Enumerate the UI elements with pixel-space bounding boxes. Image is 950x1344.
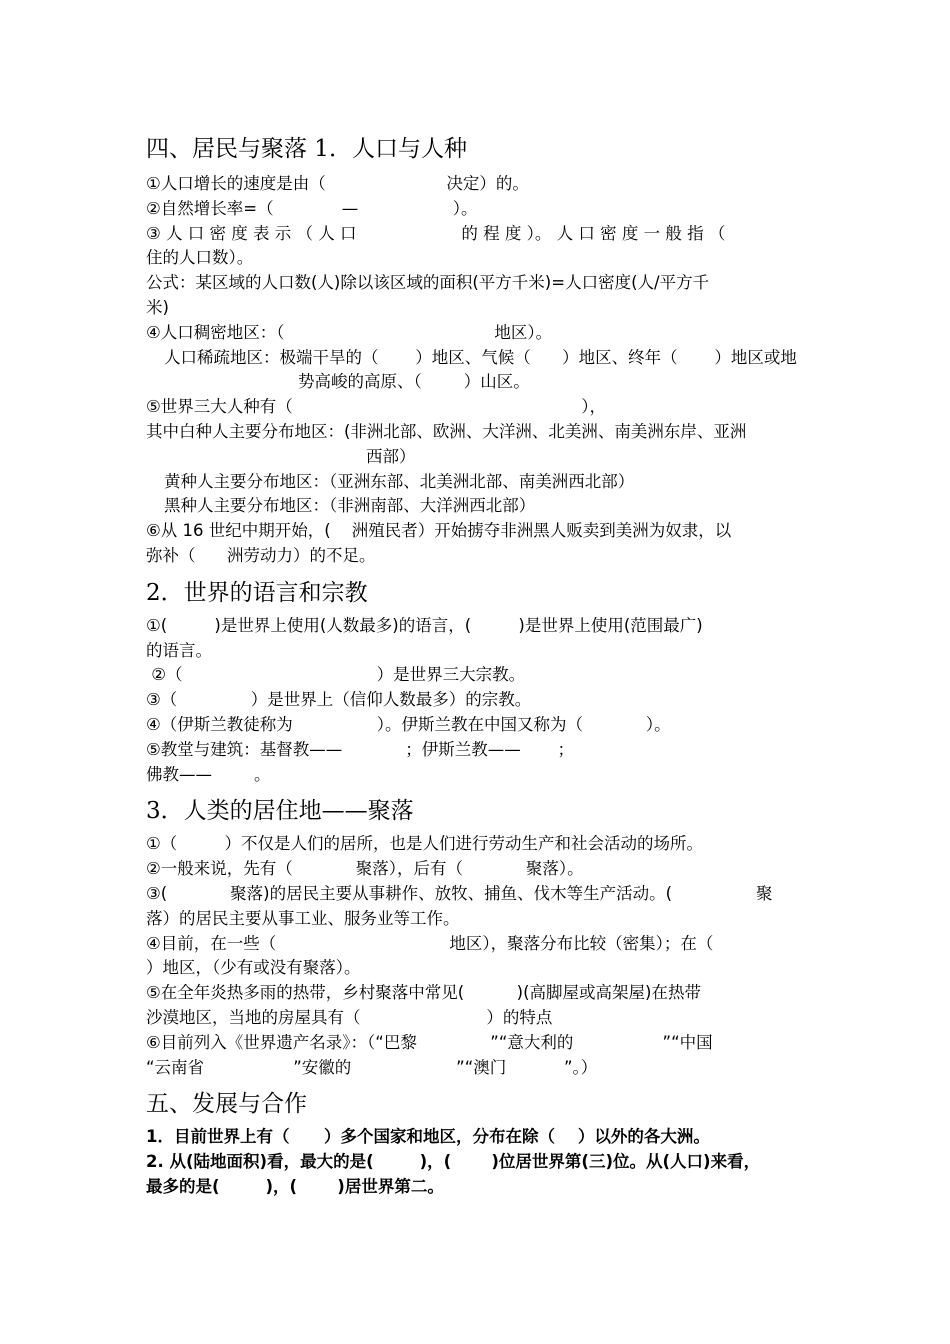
text-line: 西部） — [366, 446, 416, 466]
text-line: ②（ ）是世界三大宗教。 — [146, 665, 526, 685]
section-title: 3．人类的居住地——聚落 — [146, 798, 414, 825]
text-line: ④（伊斯兰教徒称为 ）。伊斯兰教在中国又称为（ ）。 — [146, 714, 671, 734]
text-line: ③( 聚落)的居民主要从事耕作、放牧、捕鱼、伐木等生产活动。( 聚 — [146, 883, 773, 903]
text-line: 其中白种人主要分布地区：(非洲北部、欧洲、大洋洲、北美洲、南美洲东岸、亚洲 — [146, 421, 747, 441]
text-line: 势高峻的高原、（ ）山区。 — [298, 372, 530, 392]
text-line: “云南省 ”安徽的 ”“澳门 ”。） — [146, 1057, 598, 1077]
text-line: 佛教—— 。 — [146, 764, 271, 784]
text-line: 的语言。 — [146, 640, 212, 660]
text-line: 落）的居民主要从事工业、服务业等工作。 — [146, 908, 460, 928]
text-line: 黄种人主要分布地区：（亚洲东部、北美洲北部、南美洲西北部） — [164, 471, 635, 491]
text-line: ⑤在全年炎热多雨的热带，乡村聚落中常见( )(高脚屋或高架屋)在热带 — [146, 983, 701, 1003]
text-line: ③ 人 口 密 度 表 示 （ 人 口 的 程 度 ）。 人 口 密 度 一 般 指 （ — [146, 223, 726, 243]
section-title: 2．世界的语言和宗教 — [146, 579, 368, 606]
document-content — [146, 132, 808, 1200]
text-line: 公式：某区域的人口数(人)除以该区域的面积(平方千米)=人口密度(人/平方千 — [146, 273, 710, 293]
text-line: ①（ ）不仅是人们的居所，也是人们进行劳动生产和社会活动的场所。 — [146, 834, 703, 854]
text-line: ④人口稠密地区：（ 地区）。 — [146, 322, 553, 342]
text-line: ②自然增长率=（ — ）。 — [146, 198, 478, 218]
text-line: 米) — [146, 297, 169, 317]
text-line: 弥补（ 洲劳动力）的不足。 — [146, 545, 376, 565]
text-line: ）地区，（少有或没有聚落）。 — [146, 958, 361, 978]
text-line: ⑥目前列入《世界遗产名录》：（“巴黎 ”“意大利的 ”“中国 — [146, 1032, 713, 1052]
text-line: 黑种人主要分布地区：（非洲南部、大洋洲西北部） — [164, 496, 536, 516]
text-line: 住的人口数）。 — [146, 248, 254, 268]
text-line: ⑤教堂与建筑：基督教—— ；伊斯兰教—— ； — [146, 739, 574, 759]
text-line: ②一般来说，先有（ 聚落），后有（ 聚落）。 — [146, 859, 584, 879]
text-line: ⑤世界三大人种有（ ）， — [146, 397, 607, 417]
text-line: ①( )是世界上使用(人数最多)的语言，( )是世界上使用(范围最广) — [146, 615, 703, 635]
text-line: 最多的是( )，( )居世界第二。 — [146, 1176, 444, 1196]
text-line: 沙漠地区，当地的房屋具有（ ）的特点 — [146, 1007, 553, 1027]
page-title: 四、居民与聚落 1．人口与人种 — [146, 136, 467, 162]
text-line: ③（ ）是世界上（信仰人数最多）的宗教。 — [146, 690, 532, 710]
text-line: 1．目前世界上有（ ）多个国家和地区，分布在除（ ）以外的各大洲。 — [146, 1127, 710, 1147]
text-line: 2. 从(陆地面积)看，最大的是( )，( )位居世界第(三)位。从(人口)来看， — [146, 1152, 761, 1172]
section-title: 五、发展与合作 — [146, 1091, 307, 1118]
text-line: ④目前，在一些（ 地区），聚落分布比较（密集）；在（ — [146, 933, 714, 953]
text-line: ①人口增长的速度是由（ 决定）的。 — [146, 174, 529, 193]
text-line: ⑥从 16 世纪中期开始，( 洲殖民者）开始掳夺非洲黑人贩卖到美洲为奴隶，以 — [146, 521, 732, 541]
text-line: 人口稀疏地区：极端干旱的（ ）地区、气候（ ）地区、终年（ ）地区或地 — [164, 347, 797, 367]
